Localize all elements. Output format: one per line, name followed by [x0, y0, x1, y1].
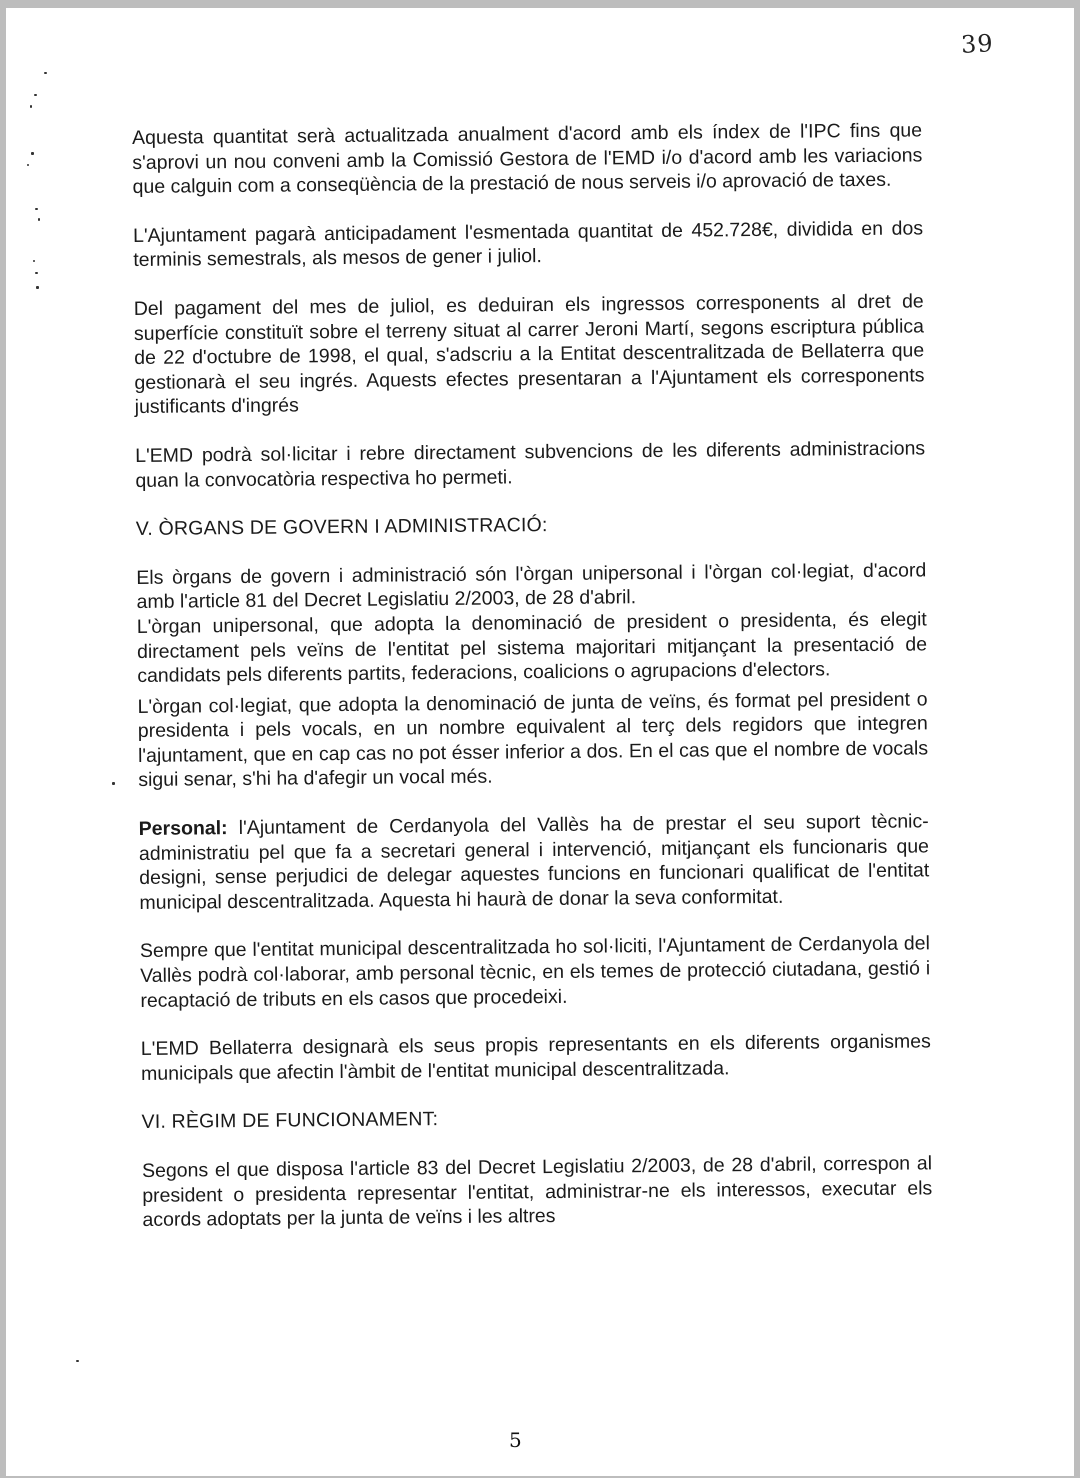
paragraph-subsidies: L'EMD podrà sol·licitar i rebre directament subvencions de les diferents administracions quan la convocatòria respectiva ho permeti. [135, 437, 926, 492]
scan-speck [76, 1360, 79, 1362]
scan-speck [33, 260, 35, 262]
scan-speck [34, 94, 37, 96]
paragraph-personnel [139, 809, 930, 915]
page-number: 5 [509, 1428, 522, 1452]
scan-speck [112, 782, 115, 785]
paragraph-collaboration: Sempre que l'entitat municipal descentralitzada ho sol·liciti, l'Ajuntament de Cerdanyola del Vallès podrà col·laborar, amb personal tècnic, en els temes de protecció ciutadana, gestió i recaptació de tributs en els casos que procedeixi. [139, 932, 931, 1012]
scan-speck [27, 164, 29, 166]
paragraph-july-deduction: Del pagament del mes de juliol, es deduiran els ingressos corresponents al dret de superfície constituït sobre el terreny situat al carrer Jeroni Martí, segons escriptura pública de 22 d'octubre de 1998, el qual, s'adscriu a la Entitat descentralitzada de Bellaterra que gestionarà el seu ingrés. Aquests efectes presentaran a l'Ajuntament els corresponents justificants d'ingrés [133, 290, 925, 419]
scan-speck [38, 218, 40, 221]
section-heading-vi: VI. RÈGIM DE FUNCIONAMENT: [141, 1108, 439, 1134]
section-heading-v: V. ÒRGANS DE GOVERN I ADMINISTRACIÓ: [135, 514, 548, 541]
scan-speck [44, 72, 47, 74]
paragraph-operating-regime: Segons el que disposa l'article 83 del Decret Legislatiu 2/2003, de 28 d'abril, correspon al president o presidenta representar l'entitat, administrar-ne els interessos, executar els acords adoptats per la junta de veïns i les altres [141, 1152, 933, 1232]
paragraph-payment-amount: L'Ajuntament pagarà anticipadament l'esmentada quantitat de 452.728€, dividida en dos terminis semestrals, als mesos de gener i juliol. [132, 217, 924, 272]
paragraph-representatives: L'EMD Bellaterra designarà els seus propis representants en els diferents organismes municipals que afectin l'àmbit de l'entitat municipal descentralitzada. [140, 1030, 931, 1085]
scan-speck [31, 152, 34, 155]
paragraph-collegiate-body: L'òrgan col·legiat, que adopta la denominació de junta de veïns, és format pel president o presidenta i pels vocals, en un nombre equivalent al terç dels regidors que integren l'ajuntament, que en cap cas no pot ésser inferior a dos. En el cas que el nombre de vocals sigui senar, s'hi ha d'afegir un vocal més. [137, 688, 929, 792]
scan-speck [30, 105, 32, 108]
paragraph-unipersonal-body: L'òrgan unipersonal, que adopta la denominació de president o presidenta, és elegit directament pels veïns de l'entitat pel sistema majoritari mitjançant la presentació de candidats pels diferents partits, federacions, coalicions o agrupacions d'electors. [136, 608, 928, 688]
document-page [6, 8, 1074, 1476]
scan-speck [35, 272, 38, 274]
document-body [132, 118, 933, 1232]
personnel-text: l'Ajuntament de Cerdanyola del Vallès ha de prestar el seu suport tècnic-administratiu pel que fa a secretari general i intervenció, mitjançant els funcionaris que designi, sense perjudici de delegar aquestes funcions en funcionari qualificat de l'entitat municipal descentralitzada. Aquesta hi haurà de donar la seva conformitat. [138, 810, 930, 914]
paragraph-governing-bodies: Els òrgans de govern i administració són l'òrgan unipersonal i l'òrgan col·legiat, d'acord amb l'article 81 del Decret Legislatiu 2/2003, de 28 d'abril. [136, 559, 927, 614]
scan-speck [36, 286, 39, 289]
handwritten-folio-number: 39 [960, 29, 995, 59]
scan-speck [35, 208, 38, 210]
paragraph-ipc-update: Aquesta quantitat serà actualitzada anualment d'acord amb els índex de l'IPC fins que s'aprovi un nou conveni amb la Comissió Gestora de l'EMD i/o d'acord amb les variacions que calguin com a conseqüència de la prestació de nous serveis i/o aprovació de taxes. [132, 119, 923, 199]
personnel-label: Personal: [138, 817, 228, 841]
